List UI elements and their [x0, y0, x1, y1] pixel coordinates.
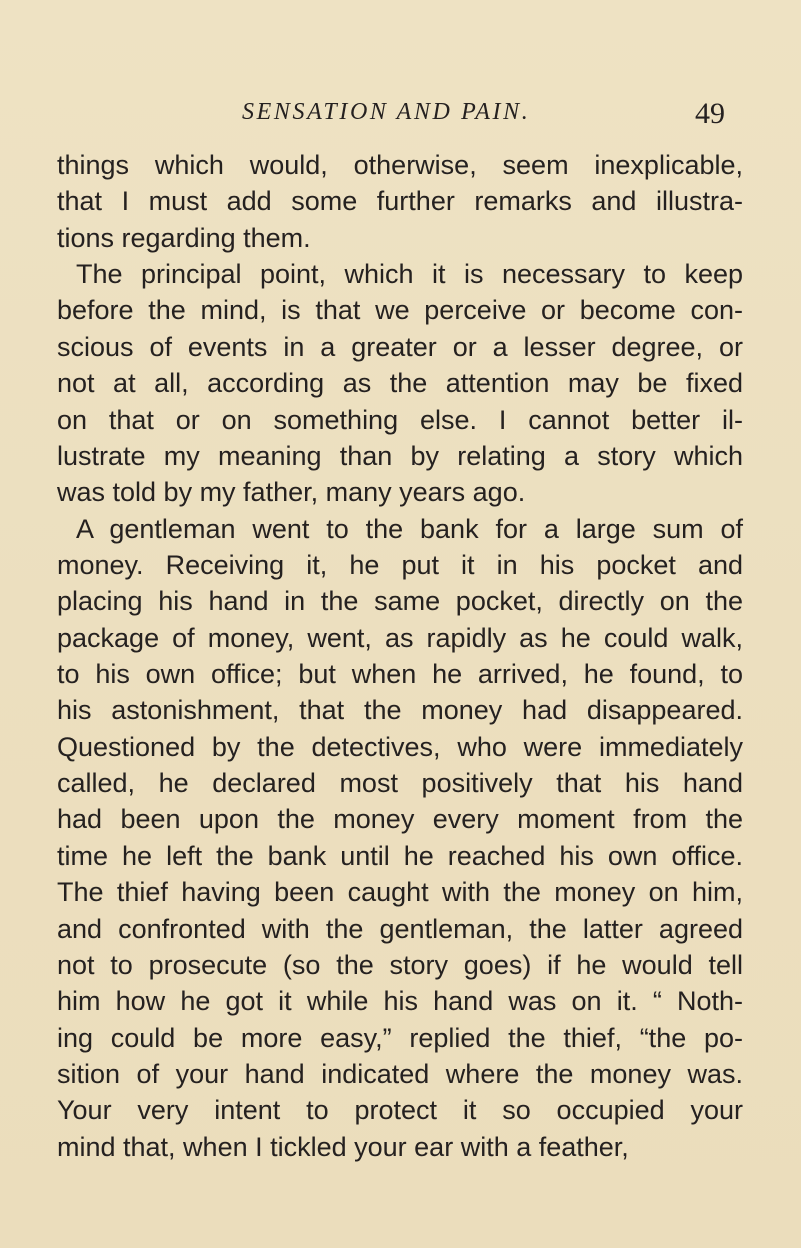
text-line: Questioned by the detectives, who were immediately [57, 731, 743, 762]
running-title: SENSATION AND PAIN. [242, 99, 531, 125]
text-line: and confronted with the gentleman, the latter agreed [57, 913, 743, 944]
text-line: sition of your hand indicated where the money was. [57, 1058, 743, 1089]
text-line: mind that, when I tickled your ear with a feather, [57, 1131, 629, 1162]
text-line: not to prosecute (so the story goes) if he would tell [57, 949, 743, 980]
text-line: Your very intent to protect it so occupied your [57, 1095, 743, 1126]
text-line: A gentleman went to the bank for a large sum of [76, 513, 743, 544]
page-number: 49 [695, 97, 725, 130]
text-line: scious of events in a greater or a lesser degree, or [57, 331, 743, 362]
text-line: lustrate my meaning than by relating a story which [57, 440, 743, 471]
text-line: that I must add some further remarks and illustra- [57, 186, 743, 217]
text-line: was told by my father, many years ago. [57, 477, 526, 508]
text-line: to his own office; but when he arrived, he found, to [57, 659, 743, 690]
text-line: him how he got it while his hand was on it. “ Noth- [57, 986, 743, 1017]
text-line: time he left the bank until he reached his own office. [57, 840, 743, 871]
text-line: before the mind, is that we perceive or become con- [57, 295, 743, 326]
text-line: placing his hand in the same pocket, directly on the [57, 586, 743, 617]
text-line: things which would, otherwise, seem inexplicable, [57, 150, 743, 180]
text-line: The thief having been caught with the money on him, [57, 877, 743, 908]
text-line: on that or on something else. I cannot better il- [57, 404, 743, 435]
text-line: his astonishment, that the money had disappeared. [57, 695, 743, 726]
text-line: money. Receiving it, he put it in his pocket and [57, 549, 743, 580]
text-line: tions regarding them. [57, 222, 311, 253]
text-line: called, he declared most positively that his hand [57, 768, 743, 799]
text-line: not at all, according as the attention may be fixed [57, 368, 743, 399]
running-head [0, 97, 801, 131]
text-line: The principal point, which it is necessary to keep [76, 259, 743, 290]
text-line: had been upon the money every moment from the [57, 804, 743, 835]
text-line: package of money, went, as rapidly as he could walk, [57, 622, 743, 653]
body-text [57, 147, 743, 1165]
text-line: ing could be more easy,” replied the thief, “the po- [57, 1022, 743, 1053]
